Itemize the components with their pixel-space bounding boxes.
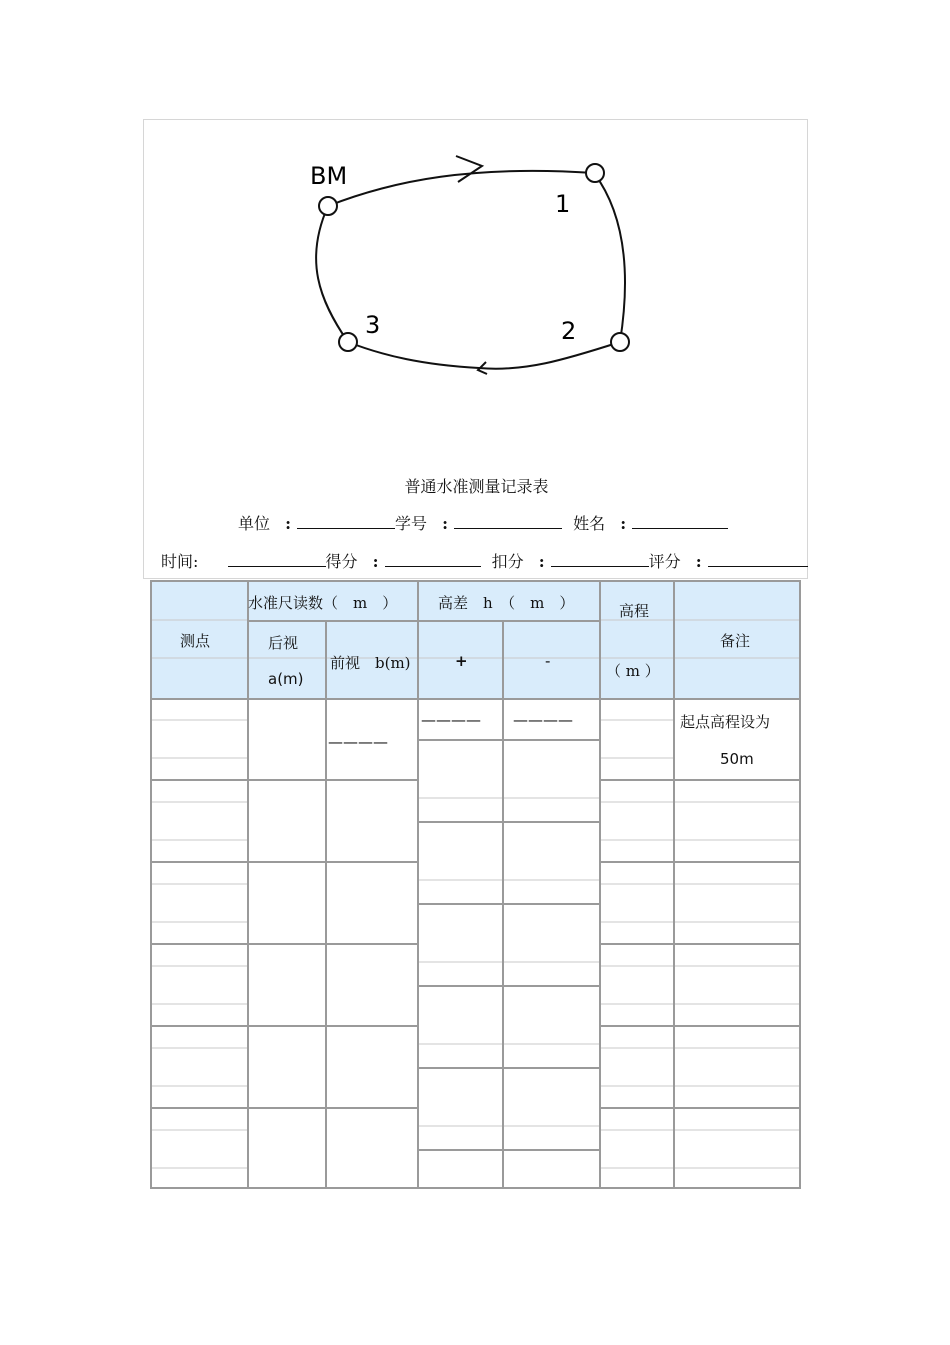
header-elevation-line2: （ m ） bbox=[606, 662, 660, 680]
header-remarks: 备注 bbox=[720, 632, 751, 650]
student-id-label: 学号 bbox=[395, 514, 428, 533]
header-minus: - bbox=[545, 652, 551, 670]
unit-label: 单位 bbox=[238, 514, 271, 533]
first-remark-line1: 起点高程设为 bbox=[680, 713, 771, 731]
header-plus: + bbox=[455, 652, 468, 670]
station-1-label: 1 bbox=[555, 190, 571, 218]
station-bm-label: BM bbox=[310, 162, 348, 190]
form-header-panel bbox=[143, 119, 808, 579]
form-row-2: 时间: 得分 : 扣分 : 评分 : bbox=[161, 549, 808, 572]
deduction-field[interactable] bbox=[551, 552, 649, 567]
header-station: 测点 bbox=[180, 632, 211, 650]
rating-field[interactable] bbox=[708, 552, 808, 567]
leveling-record-table bbox=[150, 580, 801, 1189]
header-rod-readings: 水准尺读数（ m ） bbox=[248, 594, 398, 612]
route-path bbox=[316, 171, 625, 369]
header-foresight: 前视 b(m) bbox=[330, 654, 411, 672]
station-3-marker bbox=[339, 333, 357, 351]
name-label: 姓名 bbox=[573, 514, 606, 533]
station-2-marker bbox=[611, 333, 629, 351]
time-field[interactable] bbox=[228, 552, 326, 567]
station-3-label: 3 bbox=[365, 311, 381, 339]
unit-field[interactable] bbox=[297, 514, 395, 529]
direction-arrow-top bbox=[456, 156, 482, 182]
first-remark-line2: 50m bbox=[720, 750, 754, 768]
form-row-1: 单位 : 学号 : 姓名 : bbox=[238, 511, 728, 534]
first-foresight-dash: ———— bbox=[328, 733, 388, 751]
name-field[interactable] bbox=[632, 514, 728, 529]
score-label: 得分 bbox=[325, 552, 358, 571]
header-elevation-line1: 高程 bbox=[619, 602, 650, 620]
leveling-route-diagram bbox=[144, 120, 809, 460]
station-2-label: 2 bbox=[561, 317, 577, 345]
form-title: 普通水准测量记录表 bbox=[404, 477, 549, 496]
header-height-diff: 高差 h （ m ） bbox=[438, 594, 575, 612]
student-id-field[interactable] bbox=[454, 514, 562, 529]
header-backsight-line1: 后视 bbox=[268, 634, 299, 652]
station-bm-marker bbox=[319, 197, 337, 215]
first-plus-dash: ———— bbox=[421, 711, 481, 729]
station-1-marker bbox=[586, 164, 604, 182]
table-grid-lines bbox=[150, 580, 801, 1189]
deduction-label: 扣分 bbox=[491, 552, 524, 571]
time-label: 时间: bbox=[161, 552, 199, 571]
rating-label: 评分 bbox=[648, 552, 681, 571]
header-backsight-line2: a(m) bbox=[268, 670, 304, 688]
first-minus-dash: ———— bbox=[513, 711, 573, 729]
score-field[interactable] bbox=[385, 552, 481, 567]
